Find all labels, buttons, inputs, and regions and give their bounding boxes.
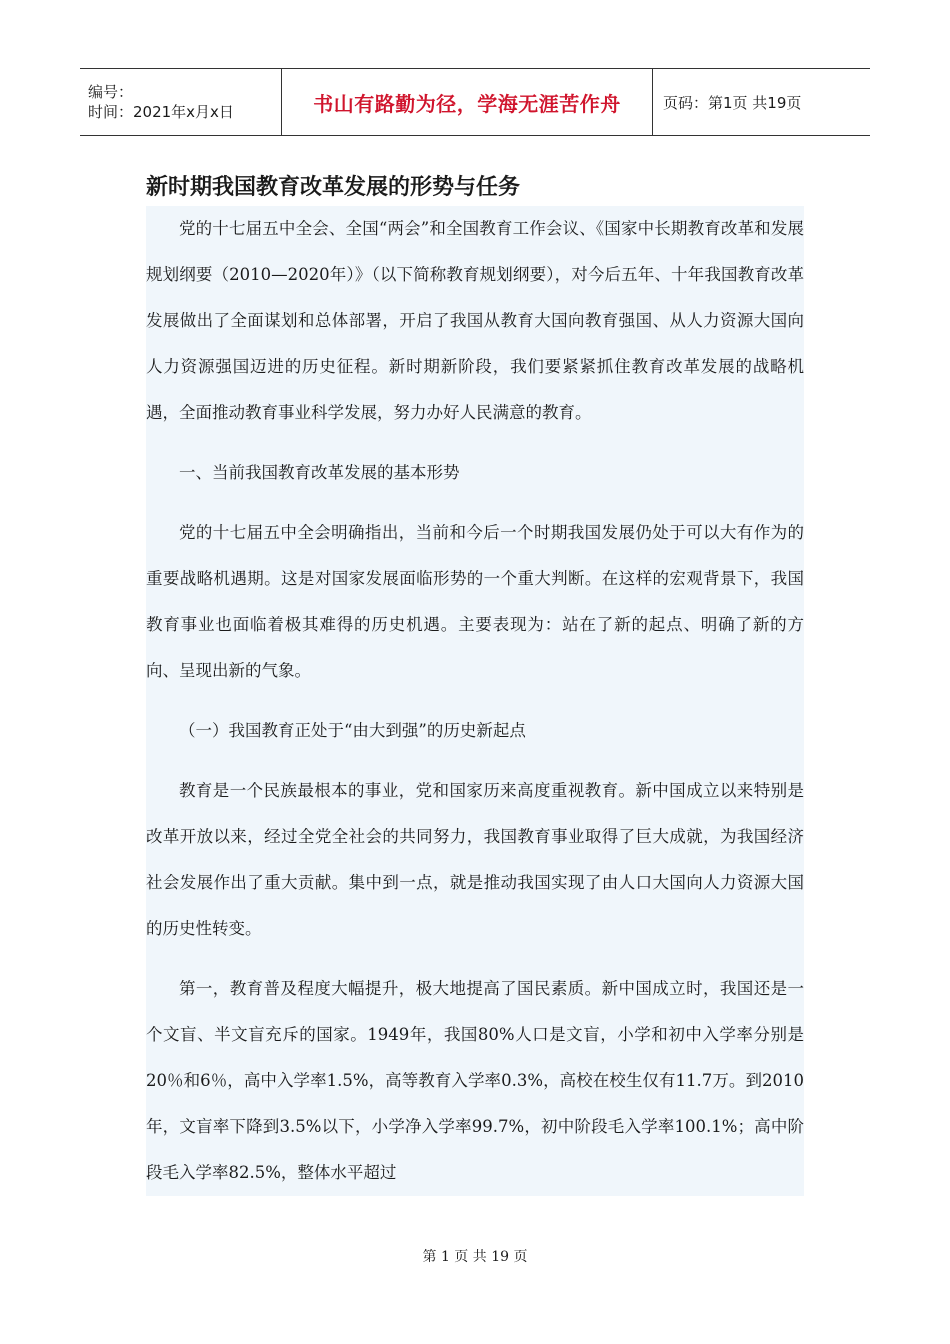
document-time-label: 时间：2021年x月x日 [88, 103, 234, 121]
section-heading-1: 一、当前我国教育改革发展的基本形势 [179, 463, 460, 482]
subsection-heading-1: （一）我国教育正处于“由大到强”的历史新起点 [179, 721, 526, 740]
document-title: 新时期我国教育改革发展的形势与任务 [146, 175, 521, 200]
paragraph-situation: 党的十七届五中全会明确指出，当前和今后一个时期我国发展仍处于可以大有作为的重要战略机遇期。这是对国家发展面临形势的一个重大判断。在这样的宏观背景下，我国教育事业也面临着极其难得的历史机遇。主要表现为：站在了新的起点、明确了新的方向、呈现出新的气象。 [146, 523, 804, 680]
paragraph-first-point: 第一，教育普及程度大幅提升，极大地提高了国民素质。新中国成立时，我国还是一个文盲、半文盲充斥的国家。1949年，我国80%人口是文盲，小学和初中入学率分别是20％和6％，高中入学率1.5%，高等教育入学率0.3%，高校在校生仅有11.7万。到2010年，文盲率下降到3.5%以下，小学净入学率99.7%，初中阶段毛入学率100.1%；高中阶段毛入学率82.5%，整体水平超过 [146, 979, 804, 1182]
header-page-number: 页码：第1页 共19页 [663, 93, 802, 112]
header-motto: 书山有路勤为径，学海无涯苦作舟 [313, 91, 621, 116]
document-number-label: 编号： [88, 83, 134, 101]
header-meta [80, 69, 281, 135]
header-page-cell [653, 69, 870, 135]
header-motto-cell [281, 69, 653, 135]
paragraph-achievements: 教育是一个民族最根本的事业，党和国家历来高度重视教育。新中国成立以来特别是改革开放以来，经过全党全社会的共同努力，我国教育事业取得了巨大成就，为我国经济社会发展作出了重大贡献。集中到一点，就是推动我国实现了由人口大国向人力资源大国的历史性转变。 [146, 781, 804, 938]
page-footer: 第 1 页 共 19 页 [422, 1249, 528, 1265]
paragraph-intro: 党的十七届五中全会、全国“两会”和全国教育工作会议、《国家中长期教育改革和发展规划纲要（2010—2020年）》（以下简称教育规划纲要），对今后五年、十年我国教育改革发展做出了全面谋划和总体部署，开启了我国从教育大国向教育强国、从人力资源大国向人力资源强国迈进的历史征程。新时期新阶段，我们要紧紧抓住教育改革发展的战略机遇，全面推动教育事业科学发展，努力办好人民满意的教育。 [146, 219, 804, 422]
page-header [80, 68, 870, 136]
document-body [146, 206, 804, 1196]
